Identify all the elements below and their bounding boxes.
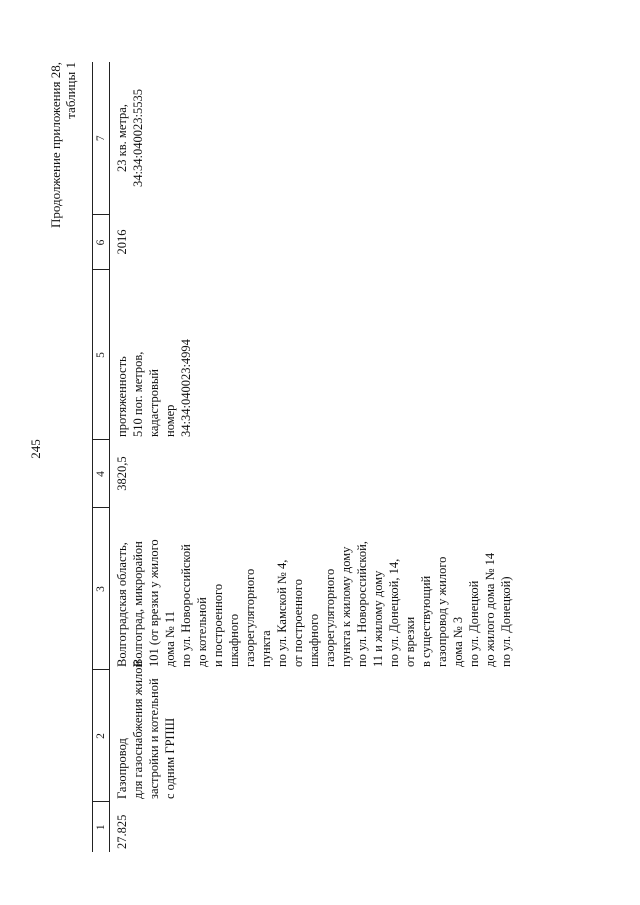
rotated-sheet bbox=[20, 50, 620, 862]
table-header-row bbox=[93, 62, 110, 852]
column-header: 4 bbox=[93, 440, 110, 508]
table-row bbox=[110, 62, 515, 852]
object-year: 2016 bbox=[115, 229, 129, 255]
row-number: 27.825 bbox=[115, 814, 129, 849]
appendix-table bbox=[92, 62, 514, 852]
object-note: 23 кв. метра, 34:34:040023:5535 bbox=[115, 89, 145, 187]
object-location: Волгоградская область, Волгоград, микрорайон 101 (от врезки у жилого дома № 11 по ул. Новороссийской до котельной и построенного шкафного газорегуляторного пункта по ул. Камской № 4, от построенного шкафного газорегуляторного пункта к жилому дому по ул. Новороссийской, 11 и жилому дому по ул. Донецкой, 14, от врезки в существующий газопровод у жилого дома № 3 по ул. Донецкой до жилого дома № 14 по ул. Донецкой) bbox=[115, 539, 513, 667]
object-description: протяженность 510 пог. метров, кадастровый номер 34:34:040023:4994 bbox=[115, 339, 193, 437]
page-number: 245 bbox=[28, 439, 43, 459]
column-header: 1 bbox=[93, 802, 110, 852]
column-header: 6 bbox=[93, 215, 110, 270]
column-header: 3 bbox=[93, 508, 110, 670]
column-header: 2 bbox=[93, 670, 110, 802]
continuation-note: Продолжение приложения 28, таблицы 1 bbox=[48, 62, 78, 229]
column-header: 5 bbox=[93, 270, 110, 440]
object-name: Газопровод для газоснабжения жилой застройки и котельной с одним ГРПШ bbox=[115, 660, 177, 799]
column-header: 7 bbox=[93, 62, 110, 215]
object-value: 3820,5 bbox=[115, 456, 129, 491]
